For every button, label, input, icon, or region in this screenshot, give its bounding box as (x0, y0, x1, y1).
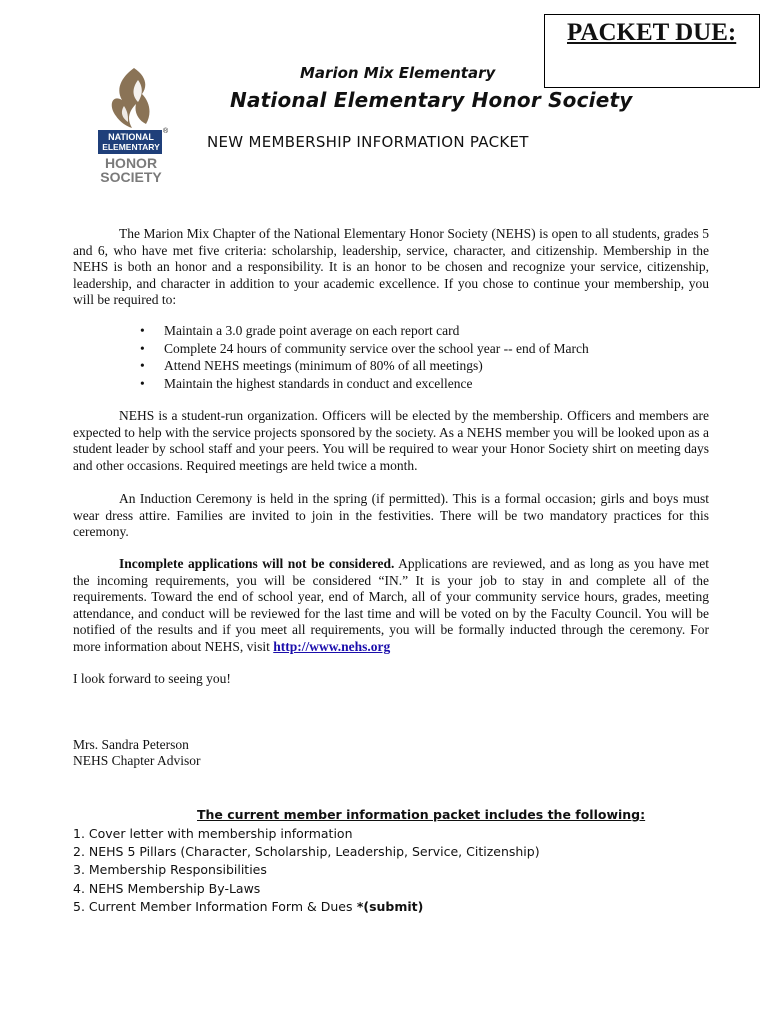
advisor-role: NEHS Chapter Advisor (73, 753, 201, 768)
officers-paragraph: NEHS is a student-run organization. Officers will be elected by the membership. Officers and members are expected to help with the service projects sponsored by the society. As a NEHS member you will be looked upon as a student leader by school staff and your peers. You will be required to wear your Honor Society shirt on meeting days and other occasions. Required meetings are held twice a month. (73, 408, 709, 473)
logo-line-honor: HONOR (104, 155, 158, 171)
requirement-item: • Attend NEHS meetings (minimum of 80% of all meetings) (138, 357, 589, 375)
packet-title: NEW MEMBERSHIP INFORMATION PACKET (207, 133, 529, 151)
applications-paragraph (73, 556, 709, 655)
requirement-item: • Maintain the highest standards in conduct and excellence (138, 375, 589, 393)
packet-due-label: PACKET DUE: (567, 19, 737, 46)
packet-due-box (544, 14, 760, 88)
logo-line-society: SOCIETY (100, 169, 162, 185)
advisor-name: Mrs. Sandra Peterson (73, 737, 189, 752)
requirement-item: • Complete 24 hours of community service over the school year -- end of March (138, 340, 589, 358)
closing-line: I look forward to seeing you! (73, 671, 231, 686)
logo-line-elementary: ELEMENTARY (102, 142, 160, 152)
applications-bold-lead: Incomplete applications will not be considered. (119, 556, 395, 571)
logo-line-national: NATIONAL (108, 132, 154, 142)
school-name: Marion Mix Elementary (300, 64, 496, 82)
includes-item (73, 898, 540, 916)
includes-item: 4. NEHS Membership By-Laws (73, 880, 261, 896)
includes-item: 1. Cover letter with membership information (73, 826, 353, 841)
includes-list (73, 825, 540, 916)
nehs-logo (90, 66, 172, 186)
logo-registered-mark: ® (163, 128, 169, 135)
includes-heading: The current member information packet includes the following: (197, 807, 646, 822)
includes-item: 2. NEHS 5 Pillars (Character, Scholarship, Leadership, Service, Citizenship) (73, 844, 540, 860)
submit-note: *(submit) (352, 898, 424, 914)
applications-text: Applications are reviewed, and as long as you have met the incoming requirements, you will be considered “IN.” It is your job to stay in and complete all of the requirements. Toward the end of school year, end of March, all of your community service hours, grades, meeting attendance, and conduct will be reviewed for the last time and will be voted on by the Faculty Council. You will be notified of the results and if you meet all requirements, you will be formally inducted through the ceremony. For more information about NEHS, visit (73, 556, 709, 654)
society-name: National Elementary Honor Society (230, 88, 633, 112)
intro-paragraph: The Marion Mix Chapter of the National Elementary Honor Society (NEHS) is open to all students, grades 5 and 6, who have met five criteria: scholarship, leadership, service, character, and citizenship. Membership in the NEHS is both an honor and a responsibility. It is an honor to be chosen and recognize your service, citizenship, leadership, and character in addition to your academic excellence. If you chose to continue your membership, you will be required to: (73, 226, 709, 307)
includes-item: 3. Membership Responsibilities (73, 862, 267, 878)
nehs-website-link[interactable]: http://www.nehs.org (273, 638, 391, 654)
includes-item-text: 5. Current Member Information Form & Dues (73, 898, 353, 914)
requirements-list (138, 322, 589, 392)
induction-paragraph: An Induction Ceremony is held in the spring (if permitted). This is a formal occasion; girls and boys must wear dress attire. Families are invited to join in the festivities. There will be two mandatory practices for this ceremony. (73, 491, 709, 539)
requirement-item: • Maintain a 3.0 grade point average on each report card (138, 322, 589, 340)
torch-flame-icon (90, 66, 172, 136)
